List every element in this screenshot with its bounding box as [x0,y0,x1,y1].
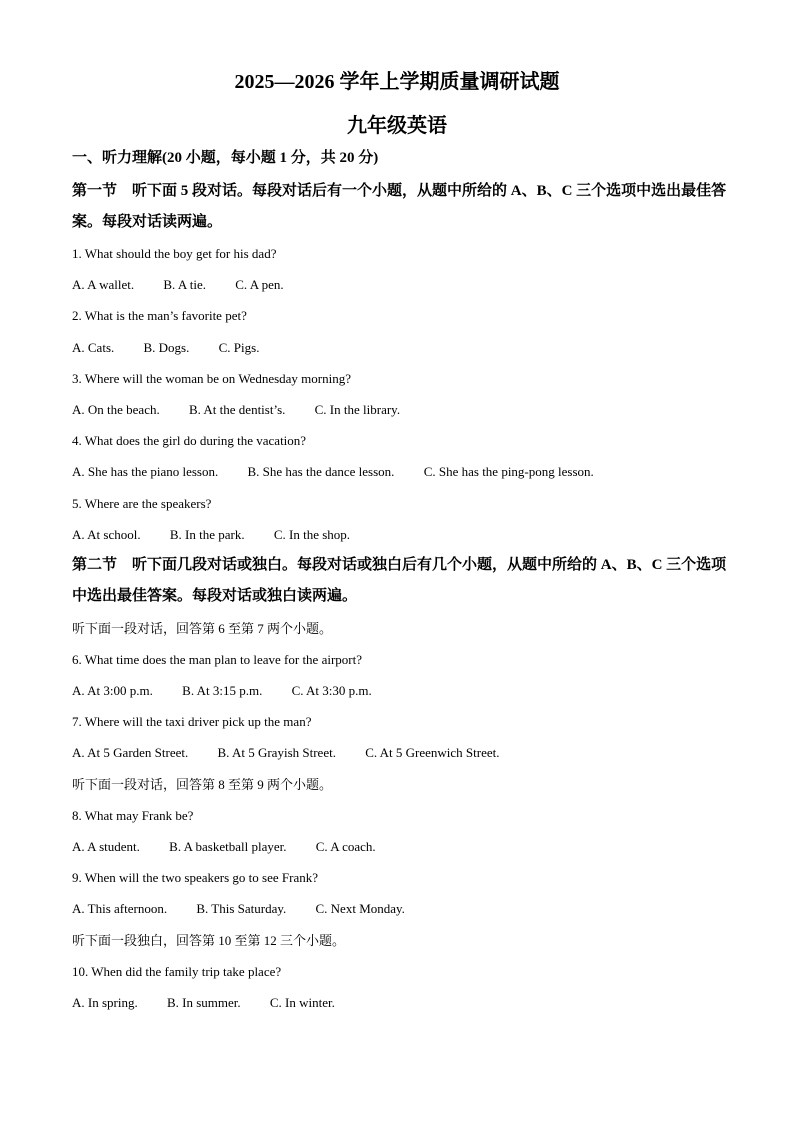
question-3-options [72,401,732,419]
option-a: A. A wallet. [72,277,135,292]
option-a: A. On the beach. [72,402,160,417]
section-1-instructions: 第一节 听下面 5 段对话。每段对话后有一个小题，从题中所给的 A、B、C 三个选项中选出最佳答案。每段对话读两遍。 [72,183,727,230]
option-a: A. Cats. [72,340,115,355]
option-b: B. A tie. [163,277,206,292]
question-8: 8. What may Frank be? [72,808,194,823]
question-2: 2. What is the man’s favorite pet? [72,308,247,323]
option-a: A. In spring. [72,995,138,1010]
option-c: C. At 3:30 p.m. [291,683,372,698]
exam-subtitle: 九年级英语 [347,115,447,137]
option-a: A. A student. [72,839,140,854]
option-c: C. Next Monday. [315,901,405,916]
question-2-options [72,339,732,357]
question-3: 3. Where will the woman be on Wednesday morning? [72,371,351,386]
option-c: C. She has the ping-pong lesson. [423,464,594,479]
option-b: B. In summer. [166,995,241,1010]
monologue-intro-10-12: 听下面一段独白，回答第 10 至第 12 三个小题。 [72,933,346,948]
question-9-options [72,900,732,918]
question-1: 1. What should the boy get for his dad? [72,246,277,261]
part-heading: 一、听力理解(20 小题，每小题 1 分，共 20 分) [72,150,379,166]
option-b: B. At the dentist’s. [188,402,286,417]
question-10-options [72,994,732,1012]
option-b: B. She has the dance lesson. [247,464,395,479]
question-4-options [72,463,732,481]
question-5: 5. Where are the speakers? [72,496,212,511]
question-8-options [72,838,732,856]
option-a: A. At 3:00 p.m. [72,683,153,698]
question-7: 7. Where will the taxi driver pick up the man? [72,714,312,729]
option-b: B. In the park. [169,527,245,542]
option-b: B. At 3:15 p.m. [182,683,263,698]
question-6-options [72,682,732,700]
question-1-options [72,276,732,294]
exam-title: 2025—2026 学年上学期质量调研试题 [234,71,560,93]
option-b: B. At 5 Grayish Street. [217,745,336,760]
question-6: 6. What time does the man plan to leave for the airport? [72,652,362,667]
option-c: C. Pigs. [218,340,260,355]
option-b: B. This Saturday. [196,901,287,916]
option-a: A. At school. [72,527,141,542]
option-c: C. A coach. [315,839,376,854]
option-c: C. A pen. [235,277,284,292]
question-10: 10. When did the family trip take place? [72,964,282,979]
option-b: B. A basketball player. [169,839,287,854]
question-9: 9. When will the two speakers go to see Frank? [72,870,318,885]
option-a: A. At 5 Garden Street. [72,745,189,760]
section-2-instructions: 第二节 听下面几段对话或独白。每段对话或独白后有几个小题，从题中所给的 A、B、C 三个选项中选出最佳答案。每段对话或独白读两遍。 [72,557,727,604]
option-a: A. She has the piano lesson. [72,464,219,479]
option-c: C. In the shop. [273,527,351,542]
question-4: 4. What does the girl do during the vacation? [72,433,307,448]
question-7-options [72,744,732,762]
option-a: A. This afternoon. [72,901,168,916]
option-c: C. At 5 Greenwich Street. [365,745,500,760]
dialogue-intro-8-9: 听下面一段对话，回答第 8 至第 9 两个小题。 [72,777,333,792]
option-c: C. In winter. [269,995,335,1010]
option-c: C. In the library. [314,402,401,417]
question-5-options [72,526,732,544]
option-b: B. Dogs. [143,340,190,355]
dialogue-intro-6-7: 听下面一段对话，回答第 6 至第 7 两个小题。 [72,621,333,636]
